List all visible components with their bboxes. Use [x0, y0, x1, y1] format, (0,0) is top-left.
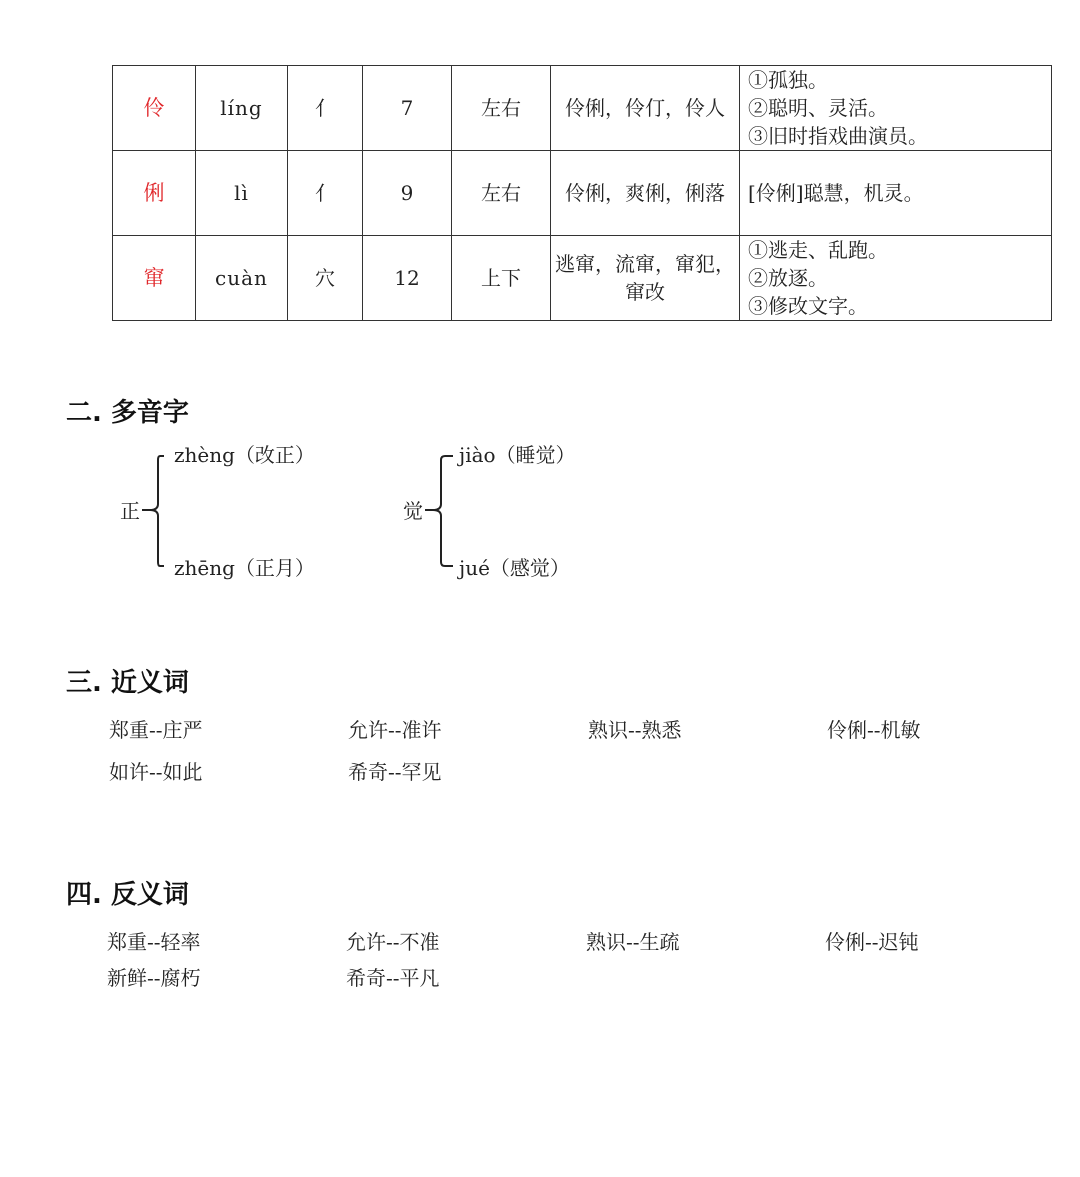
antonym-pair: 熟识--生疏	[586, 930, 680, 954]
polyphone-char: 正	[120, 499, 140, 523]
word-line: 窜改	[625, 280, 665, 304]
synonym-pair: 伶俐--机敏	[827, 718, 921, 742]
words-cell	[551, 66, 740, 151]
bracket-icon	[423, 452, 453, 572]
antonym-pair: 新鲜--腐朽	[107, 966, 201, 990]
words-cell	[551, 151, 740, 236]
meaning-line: ②聪明、灵活。	[748, 96, 888, 120]
meanings-cell	[740, 236, 1052, 321]
word-line: 伶俐，伶仃，伶人	[565, 96, 725, 120]
meaning-line: ①逃走、乱跑。	[748, 238, 888, 262]
polyphone-reading-bottom: zhēng（正月）	[174, 556, 315, 580]
polyphone-reading-top: jiào（睡觉）	[459, 443, 576, 467]
char-cell: 伶	[113, 66, 196, 151]
polyphone-char: 觉	[403, 499, 423, 523]
radical-cell: 亻	[288, 66, 363, 151]
meaning-line: ③修改文字。	[748, 294, 868, 318]
structure-cell: 上下	[452, 236, 551, 321]
table-row	[113, 236, 1052, 321]
antonym-pair: 希奇--平凡	[346, 966, 440, 990]
meaning-line: ②放逐。	[748, 266, 828, 290]
structure-cell: 左右	[452, 66, 551, 151]
pinyin-cell: líng	[196, 66, 288, 151]
antonym-pair: 郑重--轻率	[107, 930, 201, 954]
character-table	[112, 65, 1052, 321]
synonym-pair: 希奇--罕见	[348, 760, 442, 784]
polyphone-reading-top: zhèng（改正）	[174, 443, 315, 467]
section-4-title: 四. 反义词	[66, 880, 189, 910]
antonym-pair: 允许--不准	[346, 930, 440, 954]
radical-cell: 穴	[288, 236, 363, 321]
meanings-cell	[740, 151, 1052, 236]
antonym-pair: 伶俐--迟钝	[825, 930, 919, 954]
strokes-cell: 12	[363, 236, 452, 321]
meanings-cell	[740, 66, 1052, 151]
char-cell: 窜	[113, 236, 196, 321]
meaning-line: ③旧时指戏曲演员。	[748, 124, 928, 148]
section-3-title: 三. 近义词	[66, 668, 189, 698]
synonym-pair: 郑重--庄严	[109, 718, 203, 742]
polyphone-reading-bottom: jué（感觉）	[459, 556, 570, 580]
meaning-line: ①孤独。	[748, 68, 828, 92]
structure-cell: 左右	[452, 151, 551, 236]
char-cell: 俐	[113, 151, 196, 236]
section-2-title: 二. 多音字	[66, 398, 189, 428]
strokes-cell: 9	[363, 151, 452, 236]
radical-cell: 亻	[288, 151, 363, 236]
strokes-cell: 7	[363, 66, 452, 151]
synonym-pair: 允许--准许	[348, 718, 442, 742]
meaning-line: [伶俐]聪慧，机灵。	[748, 181, 924, 205]
synonym-pair: 如许--如此	[109, 760, 203, 784]
words-cell	[551, 236, 740, 321]
pinyin-cell: lì	[196, 151, 288, 236]
word-line: 伶俐，爽俐，俐落	[565, 181, 725, 205]
synonym-pair: 熟识--熟悉	[588, 718, 682, 742]
bracket-icon	[140, 452, 170, 572]
pinyin-cell: cuàn	[196, 236, 288, 321]
table-row	[113, 66, 1052, 151]
word-line: 逃窜，流窜，窜犯，	[555, 252, 735, 276]
table-row	[113, 151, 1052, 236]
